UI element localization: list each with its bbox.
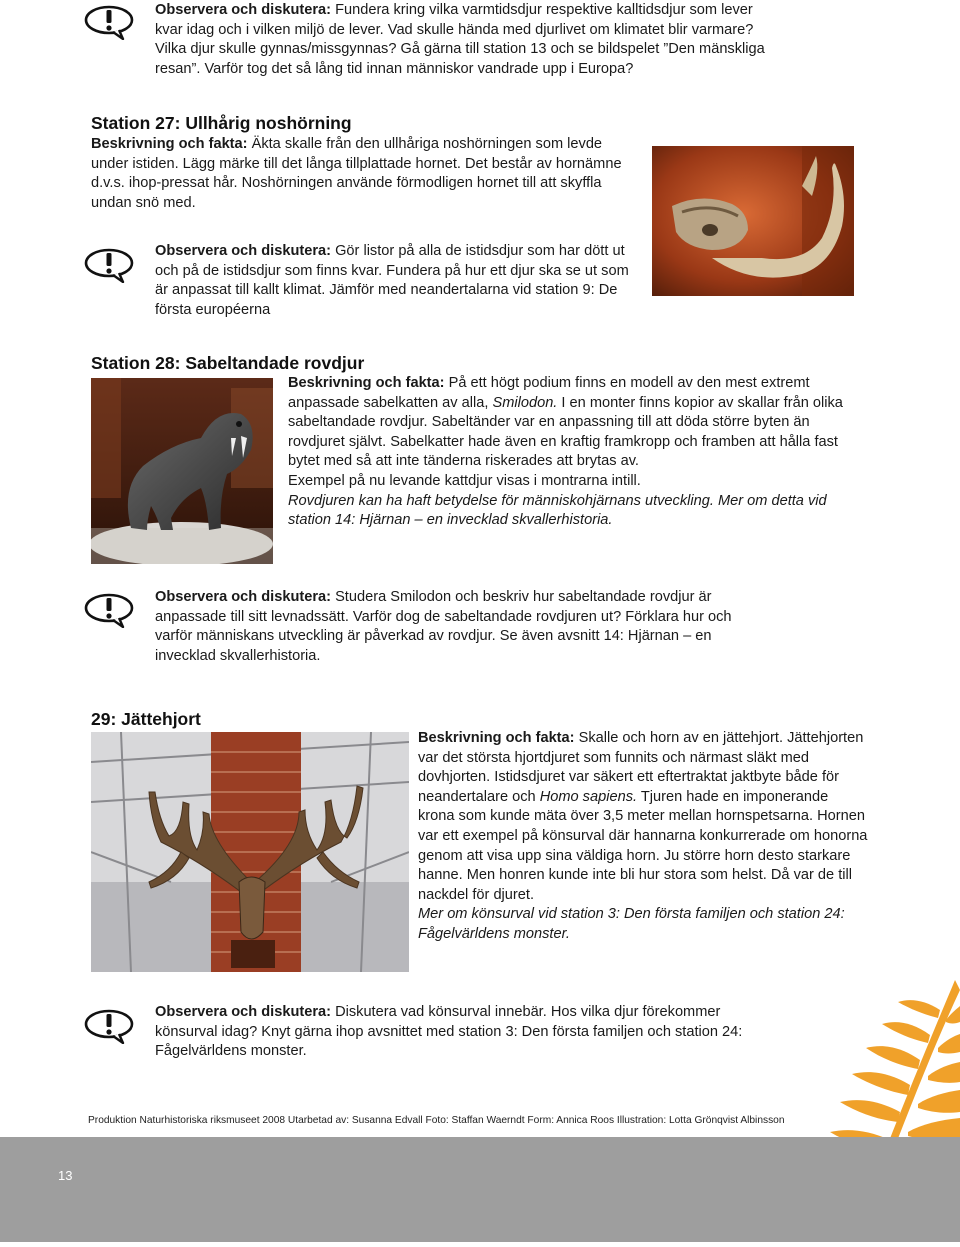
station-28-description <box>288 374 868 531</box>
station-29-description <box>418 729 868 945</box>
exclamation-speech-bubble-icon <box>83 247 135 283</box>
observe-text: Fundera kring vilka varmtidsdjur respektive kalltidsdjur som lever kvar idag och i vilken miljö de lever. Vad skulle hända med djurlivet om klimatet blir varmare? Vilka djur skulle gynnas/missgynnas? Gå gärna till station 13 och se bildspelet ”Den mänskliga resan”. Varför tog det så lång tid innan människor vandrade upp i Europa? <box>155 2 765 77</box>
woolly-rhino-skull-photo <box>652 146 854 296</box>
description-text: På ett högt podium finns en modell av den mest extremt anpassade sabelkatten av alla, <box>288 375 810 411</box>
observe-discuss-paragraph-3 <box>155 588 750 666</box>
exclamation-speech-bubble-icon <box>83 1008 135 1044</box>
cross-reference: Mer om könsurval vid station 3: Den första familjen och station 24: Fågelvärldens monster. <box>418 906 845 942</box>
observe-text: Diskutera vad könsurval innebär. Hos vilka djur förekommer könsurval idag? Knyt gärna ihop avsnittet med station 3: Den första familjen och station 24: Fågelvärldens monster. <box>155 1004 743 1060</box>
exclamation-speech-bubble-icon <box>83 4 135 40</box>
description-label: Beskrivning och fakta: <box>418 730 575 746</box>
description-text: I en monter finns kopior av skallar från olika sabeltandade rovdjur. Sabeltänder var en anpassning till att döda större byten än rovdjuret självt. Sabelkatter hade även en kraftig framkropp och framben att hålla fast bytet med så att inte tänderna riskerades att brytas av. <box>288 394 843 470</box>
giant-deer-antlers-photo <box>91 732 409 972</box>
page-number: 13 <box>58 1168 73 1183</box>
description-text: Tjuren hade en imponerande krona som kunde mäta över 3,5 meter mellan hornspetsarna. Hornen var ett exempel på könsurval där hannarna konkurrerade om honorna genom att visa upp sina väldiga horn. Ju större horn desto starkare hanne. Men honren kunde inte bli hur stora som helst. Då var de till nackdel för djuret. <box>418 788 868 903</box>
observe-discuss-paragraph-4 <box>155 1003 775 1062</box>
production-credits: Produktion Naturhistoriska riksmuseet 2008 Utarbetad av: Susanna Edvall Foto: Staffan Waerndt Form: Annica Roos Illustration: Lotta Grönqvist Albinsson <box>88 1115 785 1126</box>
species-name: Homo sapiens. <box>539 788 638 805</box>
species-name: Smilodon. <box>492 394 558 411</box>
observe-discuss-paragraph-2 <box>155 242 645 320</box>
description-text: Exempel på nu levande kattdjur visas i montrarna intill. <box>288 472 641 489</box>
cross-reference: Rovdjuren kan ha haft betydelse för människohjärnans utveckling. Mer om detta vid station 14: Hjärnan – en invecklad skvallerhistoria. <box>288 492 827 529</box>
description-text: Äkta skalle från den ullhåriga noshörningen som levde under istiden. Lägg märke till det långa tillplattade hornet. Det består av hornämne d.v.s. ihop-pressat hår. Noshörningen använde förmodligen hornet till att skyffla undan snö med. <box>91 136 622 211</box>
observe-text: Gör listor på alla de istidsdjur som har dött ut och på de istidsdjur som finns kvar. Fundera på hur ett djur ska se ut som är anpassat till kallt klimat. Jämför med neandertalarna vid station 9: De första européerna <box>155 243 629 318</box>
station-27-heading: Station 27: Ullhårig noshörning <box>91 113 352 133</box>
description-text: Skalle och horn av en jättehjort. Jättehjorten var det största hjortdjuret som funnits och närmast släkt med dovhjorten. Istidsdjuret var säkert ett eftertraktat jaktbyte både för neandertalare och <box>418 730 864 805</box>
observe-text: Studera Smilodon och beskriv hur sabeltandade rovdjur är anpassade till sitt levnadssätt. Varför dog de sabeltandade rovdjuren ut? Förklara hur och varför människans utveckling är påverkad av rovdjur. Se även avsnitt 14: Hjärnan – en invecklad skvallerhistoria. <box>155 589 732 664</box>
station-29-heading: 29: Jättehjort <box>91 709 201 729</box>
description-label: Beskrivning och fakta: <box>288 375 445 391</box>
observe-label: Observera och diskutera: <box>155 243 332 259</box>
footer-bar <box>0 1137 960 1242</box>
exclamation-speech-bubble-icon <box>83 592 135 628</box>
station-28-heading: Station 28: Sabeltandade rovdjur <box>91 353 365 373</box>
observe-discuss-paragraph-1 <box>155 1 775 79</box>
station-27-description <box>91 135 636 213</box>
observe-label: Observera och diskutera: <box>155 2 332 18</box>
smilodon-model-photo <box>91 378 273 564</box>
observe-label: Observera och diskutera: <box>155 589 332 605</box>
description-label: Beskrivning och fakta: <box>91 136 248 152</box>
observe-label: Observera och diskutera: <box>155 1004 332 1020</box>
